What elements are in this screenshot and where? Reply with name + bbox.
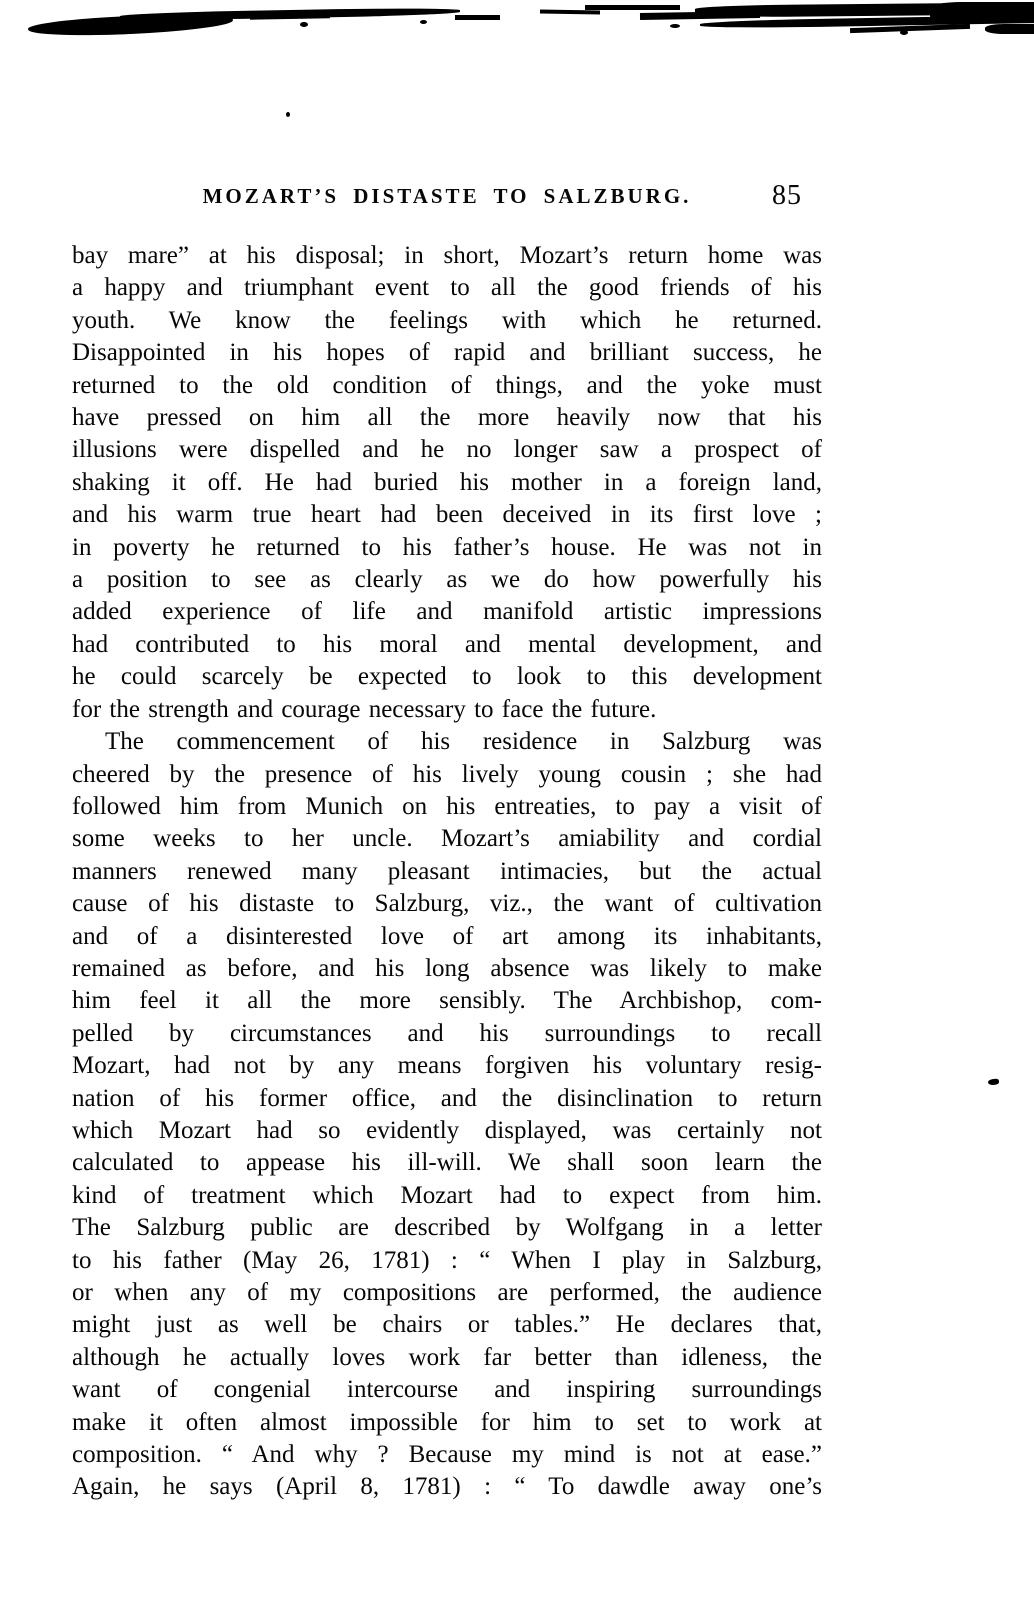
ink-smudge bbox=[355, 9, 425, 13]
text-line: Disappointed in his hopes of rapid and brilliant success, he bbox=[72, 339, 822, 367]
text-line: manners renewed many pleasant intimacies, but the actual bbox=[72, 857, 822, 885]
text-line: composition. “ And why ? Because my mind is not at ease.” bbox=[72, 1441, 822, 1469]
text-line: Again, he says (April 8, 1781) : “ To dawdle away one’s bbox=[72, 1473, 822, 1501]
text-line: cheered by the presence of his lively young cousin ; she had bbox=[72, 760, 822, 788]
ink-smudge bbox=[585, 5, 680, 10]
text-line: want of congenial intercourse and inspiring surroundings bbox=[72, 1376, 822, 1404]
text-line: bay mare” at his disposal; in short, Mozart’s return home was bbox=[72, 242, 822, 269]
text-line: to his father (May 26, 1781) : “ When I play in Salzburg, bbox=[72, 1246, 822, 1274]
ink-speck bbox=[300, 22, 308, 27]
ink-smudge bbox=[455, 15, 500, 20]
page-number: 85 bbox=[772, 180, 802, 211]
text-line: followed him from Munich on his entreaties, to pay a visit of bbox=[72, 792, 822, 820]
text-line: Mozart, had not by any means forgiven his voluntary resig- bbox=[72, 1052, 822, 1080]
text-line: calculated to appease his ill-will. We shall soon learn the bbox=[72, 1149, 822, 1177]
text-line: make it often almost impossible for him to set to work at bbox=[72, 1408, 822, 1436]
ink-smudge bbox=[985, 24, 1034, 34]
scan-artifact-top bbox=[0, 0, 1034, 52]
text-line: nation of his former office, and the disinclination to return bbox=[72, 1084, 822, 1112]
text-line: The Salzburg public are described by Wolfgang in a letter bbox=[72, 1214, 822, 1242]
text-line: a happy and triumphant event to all the good friends of his bbox=[72, 274, 822, 302]
text-line: had contributed to his moral and mental development, and bbox=[72, 630, 822, 658]
ink-speck bbox=[670, 24, 680, 28]
page-header bbox=[72, 180, 822, 220]
text-line: pelled by circumstances and his surroundings to recall bbox=[72, 1019, 822, 1047]
text-line: shaking it off. He had buried his mother in a foreign land, bbox=[72, 468, 822, 496]
ink-smudge bbox=[930, 2, 1034, 22]
running-title: MOZART’S DISTASTE TO SALZBURG. bbox=[202, 184, 692, 208]
text-line: cause of his distaste to Salzburg, viz., the want of cultivation bbox=[72, 890, 822, 918]
text-line: or when any of my compositions are performed, the audience bbox=[72, 1279, 822, 1306]
ink-speck bbox=[286, 112, 290, 117]
body-text bbox=[72, 240, 822, 1504]
text-line: in poverty he returned to his father’s house. He was not in bbox=[72, 533, 822, 561]
text-line: some weeks to her uncle. Mozart’s amiability and cordial bbox=[72, 825, 822, 853]
text-line: and his warm true heart had been deceived in its first love ; bbox=[72, 501, 822, 529]
text-line: although he actually loves work far better than idleness, the bbox=[72, 1343, 822, 1371]
ink-speck bbox=[900, 30, 908, 35]
text-line: a position to see as clearly as we do how powerfully his bbox=[72, 566, 822, 594]
text-line: illusions were dispelled and he no longer saw a prospect of bbox=[72, 436, 822, 464]
text-line: remained as before, and his long absence was likely to make bbox=[72, 954, 822, 982]
text-line: might just as well be chairs or tables.” He declares that, bbox=[72, 1311, 822, 1339]
text-line: added experience of life and manifold artistic impressions bbox=[72, 598, 822, 626]
ink-smudge bbox=[540, 9, 600, 14]
text-line: The commencement of his residence in Salzburg was bbox=[105, 728, 822, 756]
ink-speck bbox=[420, 20, 427, 24]
text-line: kind of treatment which Mozart had to expect from him. bbox=[72, 1181, 822, 1209]
text-line: returned to the old condition of things, and the yoke must bbox=[72, 371, 822, 399]
text-line: have pressed on him all the more heavily now that his bbox=[72, 404, 822, 432]
ink-smudge bbox=[250, 13, 330, 19]
text-line: youth. We know the feelings with which he returned. bbox=[72, 306, 822, 334]
text-line: him feel it all the more sensibly. The Archbishop, com- bbox=[72, 987, 822, 1015]
text-line: for the strength and courage necessary to face the future. bbox=[72, 695, 657, 723]
text-line: he could scarcely be expected to look to this development bbox=[72, 663, 822, 691]
text-line: which Mozart had so evidently displayed, was certainly not bbox=[72, 1116, 822, 1144]
text-line: and of a disinterested love of art among its inhabitants, bbox=[72, 922, 822, 950]
ink-speck bbox=[988, 1078, 1000, 1085]
